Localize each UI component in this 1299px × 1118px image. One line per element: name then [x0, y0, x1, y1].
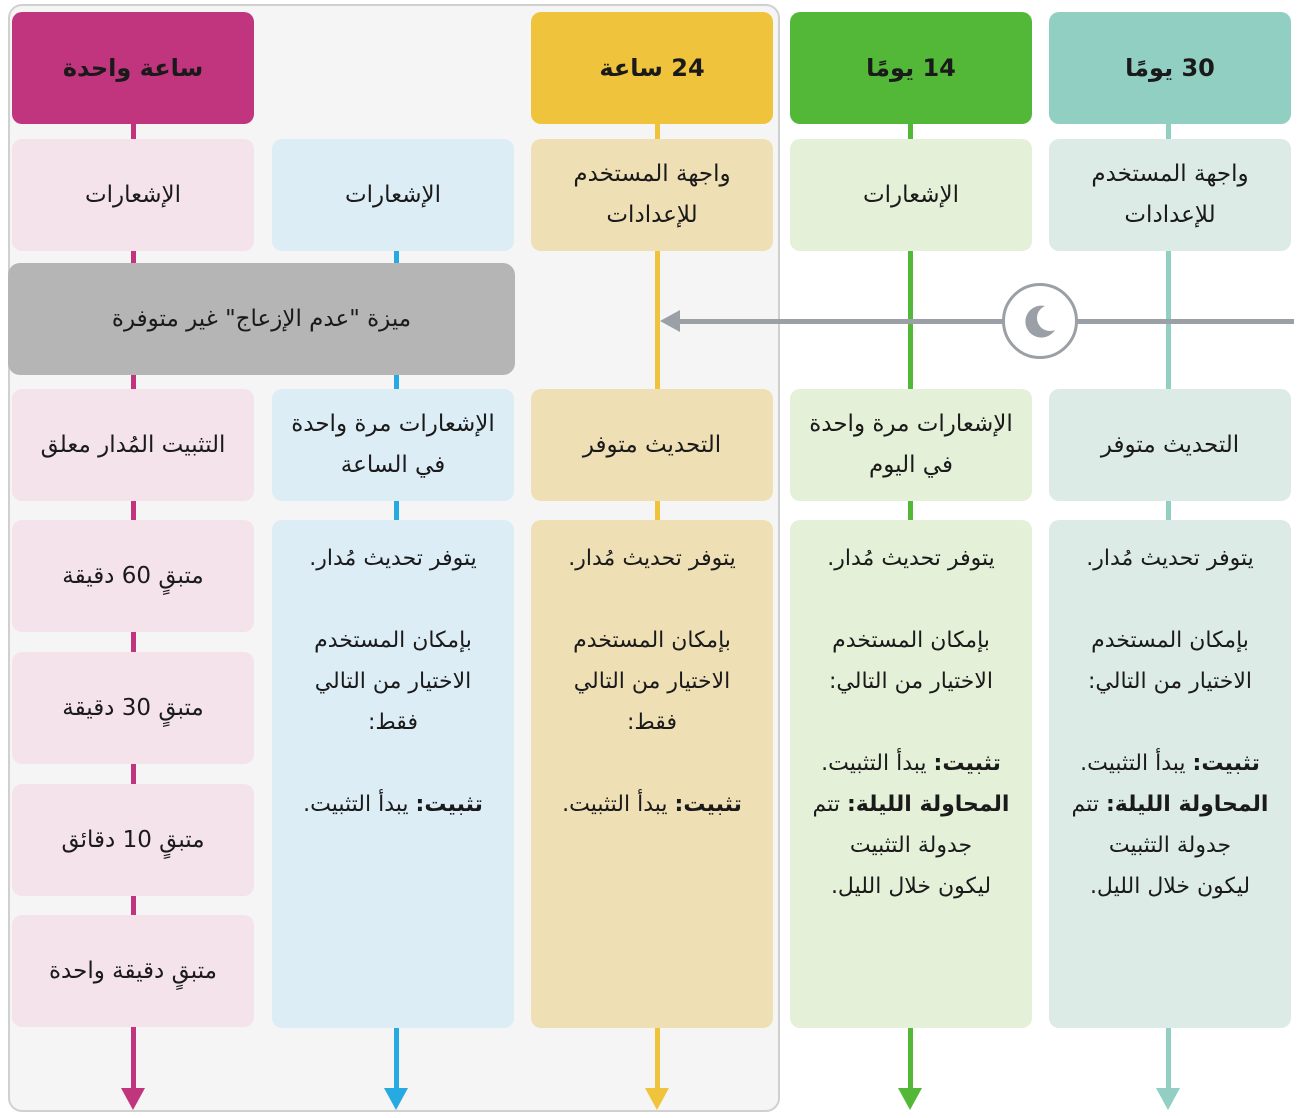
notifications-label: الإشعارات: [344, 181, 442, 208]
arrow-down-icon: [121, 1088, 145, 1110]
detail-install: [284, 784, 502, 825]
detail-tonight: [1061, 784, 1279, 825]
arrow-down-icon: [1156, 1088, 1180, 1110]
detail-install: [1061, 743, 1279, 784]
countdown-1-min: [12, 915, 254, 1027]
settings-ui-line1: واجهة المستخدم: [1091, 161, 1249, 187]
update-available-24h: [531, 389, 773, 501]
detail-available: يتوفر تحديث مُدار.: [827, 546, 995, 571]
update-available-label: التحديث متوفر: [1100, 431, 1240, 458]
countdown-30-min: [12, 652, 254, 764]
detail-install: [543, 784, 761, 825]
countdown-label: متبقٍ دقيقة واحدة: [49, 957, 217, 984]
install-desc: يبدأ التثبيت.: [821, 751, 927, 776]
arrow-down-icon: [898, 1088, 922, 1110]
tonight-desc-line3: ليكون خلال الليل.: [1089, 874, 1251, 899]
dnd-unavailable-text: ميزة "عدم الإزعاج" غير متوفرة: [111, 306, 412, 332]
settings-ui-line1: واجهة المستخدم: [573, 161, 731, 187]
tonight-desc-line2: جدولة التثبيت: [849, 833, 973, 858]
notifications-1h: [12, 139, 254, 251]
install-desc: يبدأ التثبيت.: [562, 792, 668, 817]
tonight-desc-line1: تتم: [1071, 792, 1099, 817]
detail-available: يتوفر تحديث مُدار.: [1086, 546, 1254, 571]
detail-tonight: [802, 784, 1020, 825]
notify-once-hourly: [272, 389, 514, 501]
tonight-desc-line1: تتم: [812, 792, 840, 817]
tonight-desc-line3: ليكون خلال الليل.: [830, 874, 992, 899]
tonight-term: المحاولة الليلة:: [846, 792, 1010, 817]
detail-choice-line1: بإمكان المستخدم: [314, 628, 472, 653]
install-desc: يبدأ التثبيت.: [303, 792, 409, 817]
managed-install-pending-label: التثبيت المُدار معلق: [40, 431, 226, 458]
tonight-desc-line2: جدولة التثبيت: [1108, 833, 1232, 858]
dnd-arrow-line: [672, 319, 1294, 324]
detail-choice-line2: الاختيار من التالي: [573, 669, 731, 694]
install-term: تثبيت:: [415, 792, 483, 817]
notifications-hourly: [272, 139, 514, 251]
settings-ui-line2: للإعدادات: [1124, 202, 1216, 228]
notify-once-line2: في الساعة: [340, 452, 446, 478]
detail-choice-line2: الاختيار من التالي:: [1088, 669, 1252, 694]
settings-ui-24h: [531, 139, 773, 251]
header-1h: ساعة واحدة: [12, 12, 254, 124]
update-available-30d: [1049, 389, 1291, 501]
notify-once-line2: في اليوم: [869, 452, 953, 478]
header-14d: 14 يومًا: [790, 12, 1032, 124]
detail-24h: [531, 520, 773, 1028]
moon-icon: [1002, 283, 1078, 359]
countdown-label: متبقٍ 60 دقيقة: [62, 562, 204, 589]
install-term: تثبيت:: [933, 751, 1001, 776]
detail-30d: [1049, 520, 1291, 1028]
header-30d: 30 يومًا: [1049, 12, 1291, 124]
header-24h: 24 ساعة: [531, 12, 773, 124]
managed-install-pending: [12, 389, 254, 501]
notify-once-line1: الإشعارات مرة واحدة: [291, 411, 495, 437]
settings-ui-30d: [1049, 139, 1291, 251]
countdown-label: متبقٍ 10 دقائق: [61, 826, 205, 853]
arrow-left-icon: [660, 310, 680, 332]
install-term: تثبيت:: [674, 792, 742, 817]
detail-choice-line1: بإمكان المستخدم: [1091, 628, 1249, 653]
arrow-down-icon: [645, 1088, 669, 1110]
detail-hourly: [272, 520, 514, 1028]
settings-ui-line2: للإعدادات: [606, 202, 698, 228]
detail-choice-line1: بإمكان المستخدم: [832, 628, 990, 653]
dnd-unavailable-banner: [8, 263, 515, 375]
detail-available: يتوفر تحديث مُدار.: [309, 546, 477, 571]
update-available-label: التحديث متوفر: [582, 431, 722, 458]
notifications-label: الإشعارات: [84, 181, 182, 208]
detail-available: يتوفر تحديث مُدار.: [568, 546, 736, 571]
detail-install: [802, 743, 1020, 784]
notifications-label: الإشعارات: [862, 181, 960, 208]
install-term: تثبيت:: [1192, 751, 1260, 776]
detail-choice-line1: بإمكان المستخدم: [573, 628, 731, 653]
detail-choice-line2: الاختيار من التالي: [314, 669, 472, 694]
arrow-down-icon: [384, 1088, 408, 1110]
countdown-label: متبقٍ 30 دقيقة: [62, 694, 204, 721]
install-desc: يبدأ التثبيت.: [1080, 751, 1186, 776]
countdown-60-min: [12, 520, 254, 632]
notifications-14d: [790, 139, 1032, 251]
notify-once-line1: الإشعارات مرة واحدة: [809, 411, 1013, 437]
notify-once-daily: [790, 389, 1032, 501]
tonight-term: المحاولة الليلة:: [1105, 792, 1269, 817]
countdown-10-min: [12, 784, 254, 896]
detail-choice-line3: فقط:: [368, 710, 418, 735]
moon-glyph: [1019, 300, 1061, 342]
detail-choice-line2: الاختيار من التالي:: [829, 669, 993, 694]
detail-choice-line3: فقط:: [627, 710, 677, 735]
detail-14d: [790, 520, 1032, 1028]
